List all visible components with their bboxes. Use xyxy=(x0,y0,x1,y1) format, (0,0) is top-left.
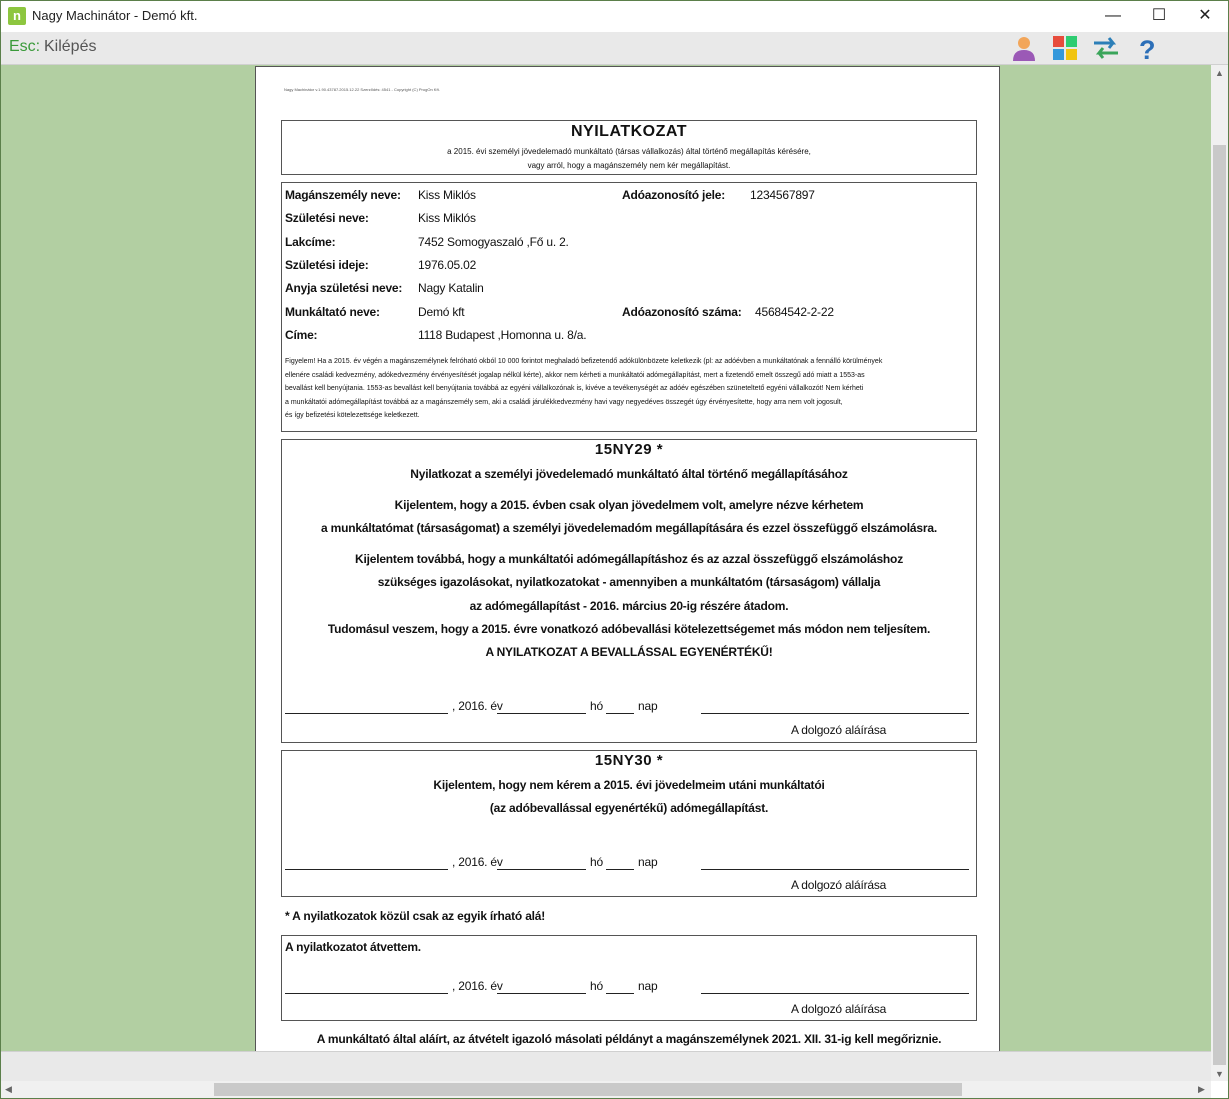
signature-line xyxy=(701,869,969,870)
doc-subtitle-2: vagy arról, hogy a magánszemély nem kér megállapítást. xyxy=(527,161,731,170)
field-value: Nagy Katalin xyxy=(418,281,484,295)
month-line xyxy=(497,869,586,870)
ny29-line: Tudomásul veszem, hogy a 2015. évre vonatkozó adóbevallási kötelezettségemet más módon nem teljesítem. xyxy=(327,622,931,636)
day-label: nap xyxy=(638,855,658,869)
exit-label: Kilépés xyxy=(44,38,97,55)
year-label: , 2016. év xyxy=(452,979,503,993)
warning-line: ellenére családi kedvezmény, adókedvezmény érvényesítését jogalap nélkül kérte), akkor nem kérheti a munkáltatói adómegállapítást, mert a fizetendő emelt összegű adó miatt a 1553-as xyxy=(285,371,865,379)
place-line xyxy=(285,713,448,714)
field-label: Születési ideje: xyxy=(285,258,369,272)
user-icon[interactable] xyxy=(1009,34,1039,62)
month-label: hó xyxy=(590,855,603,869)
field-label: Lakcíme: xyxy=(285,235,336,249)
scroll-right-arrow-icon[interactable]: ▶ xyxy=(1198,1084,1205,1094)
ny29-line: a munkáltatómat (társaságomat) a személyi jövedelemadóm megállapítására és ezzel összefüggő elszámolásra. xyxy=(321,521,937,535)
month-line xyxy=(497,713,586,714)
month-label: hó xyxy=(590,699,603,713)
year-label: , 2016. év xyxy=(452,699,503,713)
employer-tax-value: 45684542-2-22 xyxy=(755,305,834,319)
field-label: Anyja születési neve: xyxy=(285,281,403,295)
ny29-line: szükséges igazolásokat, nyilatkozatokat - amennyiben a munkáltatóm (társaságom) vállalja xyxy=(377,575,881,589)
signature-line xyxy=(701,713,969,714)
field-value: Kiss Miklós xyxy=(418,188,476,202)
field-value: 1976.05.02 xyxy=(418,258,477,272)
horizontal-scroll-thumb[interactable] xyxy=(214,1083,962,1096)
minimize-button[interactable]: — xyxy=(1105,7,1121,24)
field-label: Munkáltató neve: xyxy=(285,305,380,319)
day-line xyxy=(606,713,634,714)
esc-key-label: Esc: xyxy=(9,38,41,55)
ny29-line: A NYILATKOZAT A BEVALLÁSSAL EGYENÉRTÉKŰ! xyxy=(485,645,773,659)
ny29-line: Nyilatkozat a személyi jövedelemadó munkáltató által történő megállapításához xyxy=(410,467,848,481)
tax-id-label: Adóazonosító jele: xyxy=(622,188,726,202)
signature-label: A dolgozó aláírása xyxy=(791,723,887,737)
warning-text xyxy=(285,355,882,423)
field-value: 1118 Budapest ,Homonna u. 8/a. xyxy=(418,328,587,342)
tax-id-value: 1234567897 xyxy=(750,188,815,202)
close-button[interactable]: ✕ xyxy=(1198,7,1212,24)
vertical-scroll-thumb[interactable] xyxy=(1213,145,1226,1065)
place-line xyxy=(285,869,448,870)
received-box xyxy=(281,935,977,1021)
month-label: hó xyxy=(590,979,603,993)
signature-line xyxy=(701,993,969,994)
field-value: 7452 Somogyaszaló ,Fő u. 2. xyxy=(418,235,569,249)
ny29-line: Kijelentem továbbá, hogy a munkáltatói adómegállapításhoz és az azzal összefüggő elszámoláshoz xyxy=(354,552,903,566)
svg-text:?: ? xyxy=(1139,35,1156,62)
footer-text: A munkáltató által aláírt, az átvételt igazoló másolati példányt a magánszemélynek 2021. XII. 31-ig kell megőriznie. xyxy=(316,1032,942,1046)
declaration-15ny29 xyxy=(281,439,977,743)
warning-line: bevallást kell benyújtania. 1553-as bevallást kell benyújtania továbbá az egyéni vállalkozónak is, kivéve a tevékenységét az adóév egészében szüneteltető egyéni vállalkozót! Nem kérheti xyxy=(285,385,864,392)
month-line xyxy=(497,993,586,994)
year-label: , 2016. év xyxy=(452,855,503,869)
help-icon[interactable] xyxy=(1133,34,1163,62)
document-page xyxy=(255,66,1000,1051)
scroll-left-arrow-icon[interactable]: ◀ xyxy=(5,1084,12,1094)
field-label: Címe: xyxy=(285,328,318,342)
field-label: Magánszemély neve: xyxy=(285,188,401,202)
document-viewport[interactable] xyxy=(1,65,1211,1051)
status-bar xyxy=(1,1051,1211,1082)
title-bar xyxy=(1,1,1228,32)
field-value: Demó kft xyxy=(418,305,465,319)
ny29-line: az adómegállapítást - 2016. március 20-ig részére átadom. xyxy=(469,599,789,613)
doc-subtitle-1: a 2015. évi személyi jövedelemadó munkáltató (társas vállalkozás) által történő megállapítás kérésére, xyxy=(447,147,811,156)
ny30-line: Kijelentem, hogy nem kérem a 2015. évi jövedelmeim utáni munkáltatói xyxy=(433,778,825,792)
day-line xyxy=(606,869,634,870)
footnote: * A nyilatkozatok közül csak az egyik írható alá! xyxy=(285,909,546,923)
ny29-line: Kijelentem, hogy a 2015. évben csak olyan jövedelmem volt, amelyre nézve kérhetem xyxy=(394,498,864,512)
small-header: Nagy Machinátor v.1.90.43787.2015.12.22 Szerződés: 4541 - Copyright (C) ProgOn Kft. xyxy=(284,87,440,92)
signature-label: A dolgozó aláírása xyxy=(791,878,887,892)
ny30-code: 15NY30 * xyxy=(594,752,664,769)
title-box xyxy=(281,120,977,175)
warning-line: és így befizetési kötelezettsége keletkezett. xyxy=(285,412,420,419)
ny29-code: 15NY29 * xyxy=(594,441,664,458)
warning-line: Figyelem! Ha a 2015. év végén a magánszemélynek felróható okból 10 000 forintot meghaladó befizetendő adókülönbözete keletkezik (pl: az adóévben a munkáltatónak a fennálló körülmények xyxy=(285,358,883,365)
day-label: nap xyxy=(638,699,658,713)
employer-tax-label: Adóazonosító száma: xyxy=(622,305,742,319)
warning-line: a munkáltatói adómegállapítást továbbá az a magánszemély sem, aki a családi járulékkedvezmény havi vagy negyedéves összegét úgy érvényesítette, hogy arra nem volt jogosult, xyxy=(285,398,843,406)
maximize-button[interactable]: ☐ xyxy=(1151,7,1167,24)
received-text: A nyilatkozatot átvettem. xyxy=(285,940,421,954)
app-logo-icon: n xyxy=(8,7,26,25)
signature-label: A dolgozó aláírása xyxy=(791,1002,887,1016)
place-line xyxy=(285,993,448,994)
field-label: Születési neve: xyxy=(285,211,369,225)
scroll-down-arrow-icon[interactable]: ▼ xyxy=(1215,1069,1224,1079)
toolbar xyxy=(1,32,1228,65)
personal-data-box xyxy=(281,182,977,432)
doc-title: NYILATKOZAT xyxy=(571,123,687,140)
scroll-up-arrow-icon[interactable]: ▲ xyxy=(1215,68,1224,78)
swap-icon[interactable] xyxy=(1091,34,1121,62)
window-title: Nagy Machinátor - Demó kft. xyxy=(32,8,198,23)
day-label: nap xyxy=(638,979,658,993)
ny30-line: (az adóbevallással egyenértékű) adómegállapítást. xyxy=(489,801,769,815)
field-value: Kiss Miklós xyxy=(418,211,476,225)
apps-icon[interactable] xyxy=(1050,34,1080,62)
declaration-15ny30 xyxy=(281,750,977,897)
day-line xyxy=(606,993,634,994)
